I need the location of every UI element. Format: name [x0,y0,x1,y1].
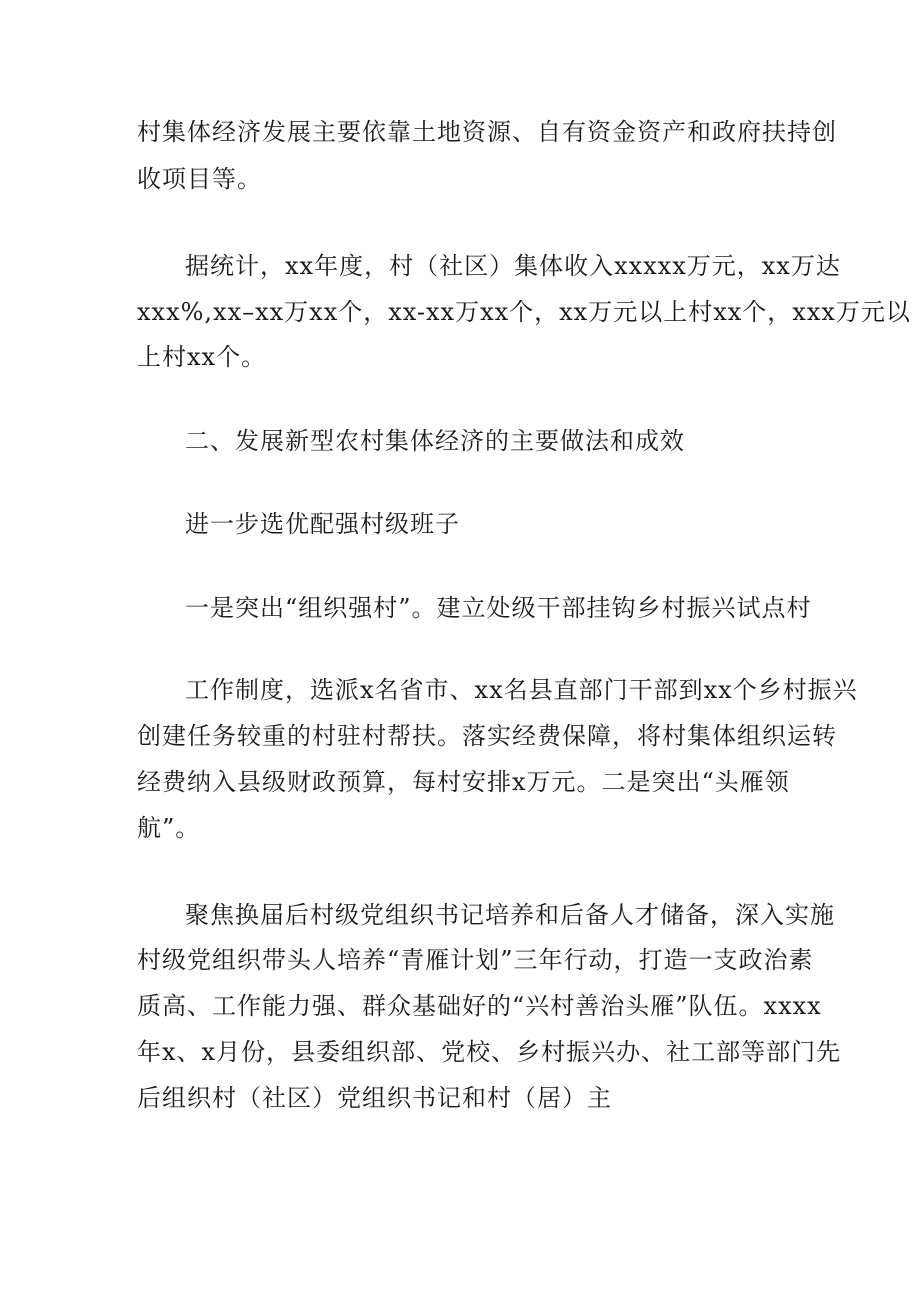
paragraph-work-system-line-2: 创建任务较重的村驻村帮扶。落实经费保障，将村集体组织运转 [137,722,837,750]
paragraph-organization-line-1: 一是突出“组织强村”。建立处级干部挂钩乡村振兴试点村 [185,594,812,622]
paragraph-focus-line-1: 聚焦换届后村级党组织书记培养和后备人才储备，深入实施 [185,901,835,929]
paragraph-2-line-1: 据统计，xx年度，村（社区）集体收入xxxxx万元，xx万达 [185,252,841,280]
paragraph-work-system-line-3: 经费纳入县级财政预算，每村安排x万元。二是突出“头雁领 [137,768,790,796]
paragraph-2-line-2: xxx%,xx–xx万xx个，xx-xx万xx个，xx万元以上村xx个，xxx万元以 [137,298,911,326]
paragraph-work-system-line-4: 航”。 [137,814,201,842]
paragraph-work-system-line-1: 工作制度，选派x名省市、xx名县直部门干部到xx个乡村振兴 [185,676,858,704]
paragraph-focus-line-4: 年x、x月份，县委组织部、党校、乡村振兴办、社工部等部门先 [137,1038,842,1066]
section-heading: 二、发展新型农村集体经济的主要做法和成效 [185,427,685,455]
paragraph-1-line-2: 收项目等。 [137,165,262,193]
paragraph-focus-line-3: 质高、工作能力强、群众基础好的“兴村善治头雁”队伍。xxxx [137,992,822,1020]
paragraph-2-line-3: 上村xx个。 [137,343,267,371]
paragraph-focus-line-5: 后组织村（社区）党组织书记和村（居）主 [137,1084,612,1112]
paragraph-focus-line-2: 村级党组织带头人培养“青雁计划”三年行动，打造一支政治素 [137,946,814,974]
sub-heading: 进一步选优配强村级班子 [185,510,460,538]
paragraph-1-line-1: 村集体经济发展主要依靠土地资源、自有资金资产和政府扶持创 [137,118,837,146]
